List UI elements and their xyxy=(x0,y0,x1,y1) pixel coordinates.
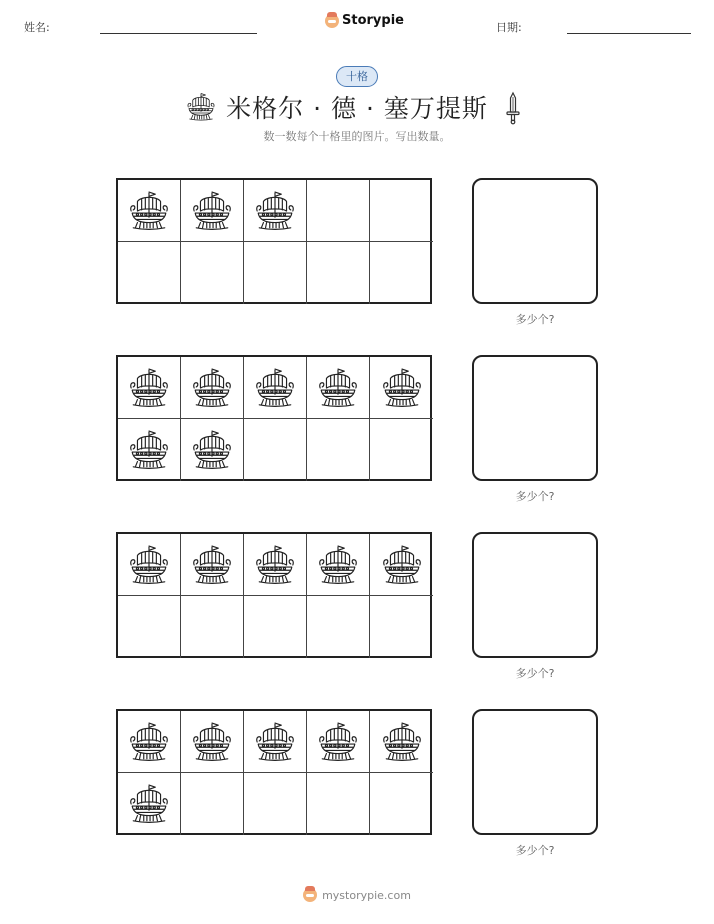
how-many-label: 多少个? xyxy=(515,313,555,326)
ten-frame xyxy=(116,178,432,304)
name-field[interactable] xyxy=(100,33,257,34)
how-many-label: 多少个? xyxy=(515,490,555,503)
ten-frame-cell xyxy=(370,357,433,419)
viking-ship-icon xyxy=(254,544,296,586)
ten-frame-cell xyxy=(118,534,181,596)
viking-ship-icon xyxy=(128,544,170,586)
viking-ship-icon xyxy=(254,721,296,763)
brand-name: Storypie xyxy=(342,13,404,28)
ten-frame-cell xyxy=(370,242,433,304)
viking-ship-icon xyxy=(128,429,170,471)
ten-frame-cell xyxy=(118,711,181,773)
date-field[interactable] xyxy=(567,33,691,34)
viking-ship-icon xyxy=(381,367,423,409)
storypie-mascot-icon xyxy=(303,888,317,902)
answer-box[interactable] xyxy=(472,532,598,658)
sword-icon xyxy=(504,91,522,125)
ten-frame xyxy=(116,532,432,658)
viking-ship-icon xyxy=(191,721,233,763)
ten-frame-cell xyxy=(244,534,307,596)
ten-frame-cell xyxy=(307,534,370,596)
viking-ship-icon xyxy=(191,190,233,232)
viking-ship-icon xyxy=(381,544,423,586)
ten-frame-cell xyxy=(244,242,307,304)
how-many-label: 多少个? xyxy=(515,667,555,680)
viking-ship-icon xyxy=(128,367,170,409)
worksheet-type-badge: 十格 xyxy=(336,66,378,87)
ten-frame-cell xyxy=(307,711,370,773)
ten-frame-cell xyxy=(244,711,307,773)
ten-frame-cell xyxy=(118,180,181,242)
ten-frame-cell xyxy=(118,357,181,419)
ten-frame-cell xyxy=(370,419,433,481)
ten-frame xyxy=(116,709,432,835)
ten-frame-cell xyxy=(307,357,370,419)
ten-frame-cell xyxy=(244,773,307,835)
ten-frame-cell xyxy=(118,419,181,481)
ten-frame-cell xyxy=(307,180,370,242)
viking-ship-icon xyxy=(254,367,296,409)
storypie-mascot-icon xyxy=(325,14,339,28)
ten-frame-cell xyxy=(181,242,244,304)
ten-frame-cell xyxy=(370,773,433,835)
ten-frame-cell xyxy=(181,357,244,419)
name-label: 姓名: xyxy=(24,21,50,34)
ten-frame-cell xyxy=(181,419,244,481)
footer xyxy=(0,888,714,902)
footer-url: mystorypie.com xyxy=(322,888,411,902)
date-label: 日期: xyxy=(496,21,522,34)
ten-frame-cell xyxy=(181,534,244,596)
ten-frame-cell xyxy=(370,180,433,242)
viking-ship-icon xyxy=(191,367,233,409)
viking-ship-icon xyxy=(317,721,359,763)
how-many-label: 多少个? xyxy=(515,844,555,857)
ten-frame-cell xyxy=(181,180,244,242)
brand-logo xyxy=(325,13,404,28)
ten-frame-cell xyxy=(118,242,181,304)
ten-frame-cell xyxy=(244,596,307,658)
viking-ship-icon xyxy=(128,721,170,763)
viking-ship-icon xyxy=(191,544,233,586)
ten-frame-cell xyxy=(118,596,181,658)
ten-frame-cell xyxy=(370,596,433,658)
ten-frame-cell xyxy=(181,711,244,773)
answer-box[interactable] xyxy=(472,178,598,304)
viking-ship-icon xyxy=(381,721,423,763)
viking-ship-icon xyxy=(254,190,296,232)
viking-ship-icon xyxy=(128,783,170,825)
ten-frame xyxy=(116,355,432,481)
viking-ship-icon xyxy=(128,190,170,232)
ten-frame-cell xyxy=(244,180,307,242)
instructions: 数一数每个十格里的图片。写出数量。 xyxy=(263,130,451,143)
viking-ship-icon xyxy=(191,429,233,471)
ten-frame-cell xyxy=(181,773,244,835)
viking-ship-icon xyxy=(317,544,359,586)
viking-ship-icon xyxy=(317,367,359,409)
answer-box[interactable] xyxy=(472,709,598,835)
page-title: 米格尔 · 德 · 塞万提斯 xyxy=(226,94,488,123)
ten-frame-cell xyxy=(370,711,433,773)
ten-frame-cell xyxy=(370,534,433,596)
ten-frame-cell xyxy=(118,773,181,835)
ten-frame-cell xyxy=(244,357,307,419)
ten-frame-cell xyxy=(307,242,370,304)
ten-frame-cell xyxy=(244,419,307,481)
ten-frame-cell xyxy=(307,419,370,481)
ten-frame-cell xyxy=(307,596,370,658)
ten-frame-cell xyxy=(307,773,370,835)
answer-box[interactable] xyxy=(472,355,598,481)
ten-frame-cell xyxy=(181,596,244,658)
